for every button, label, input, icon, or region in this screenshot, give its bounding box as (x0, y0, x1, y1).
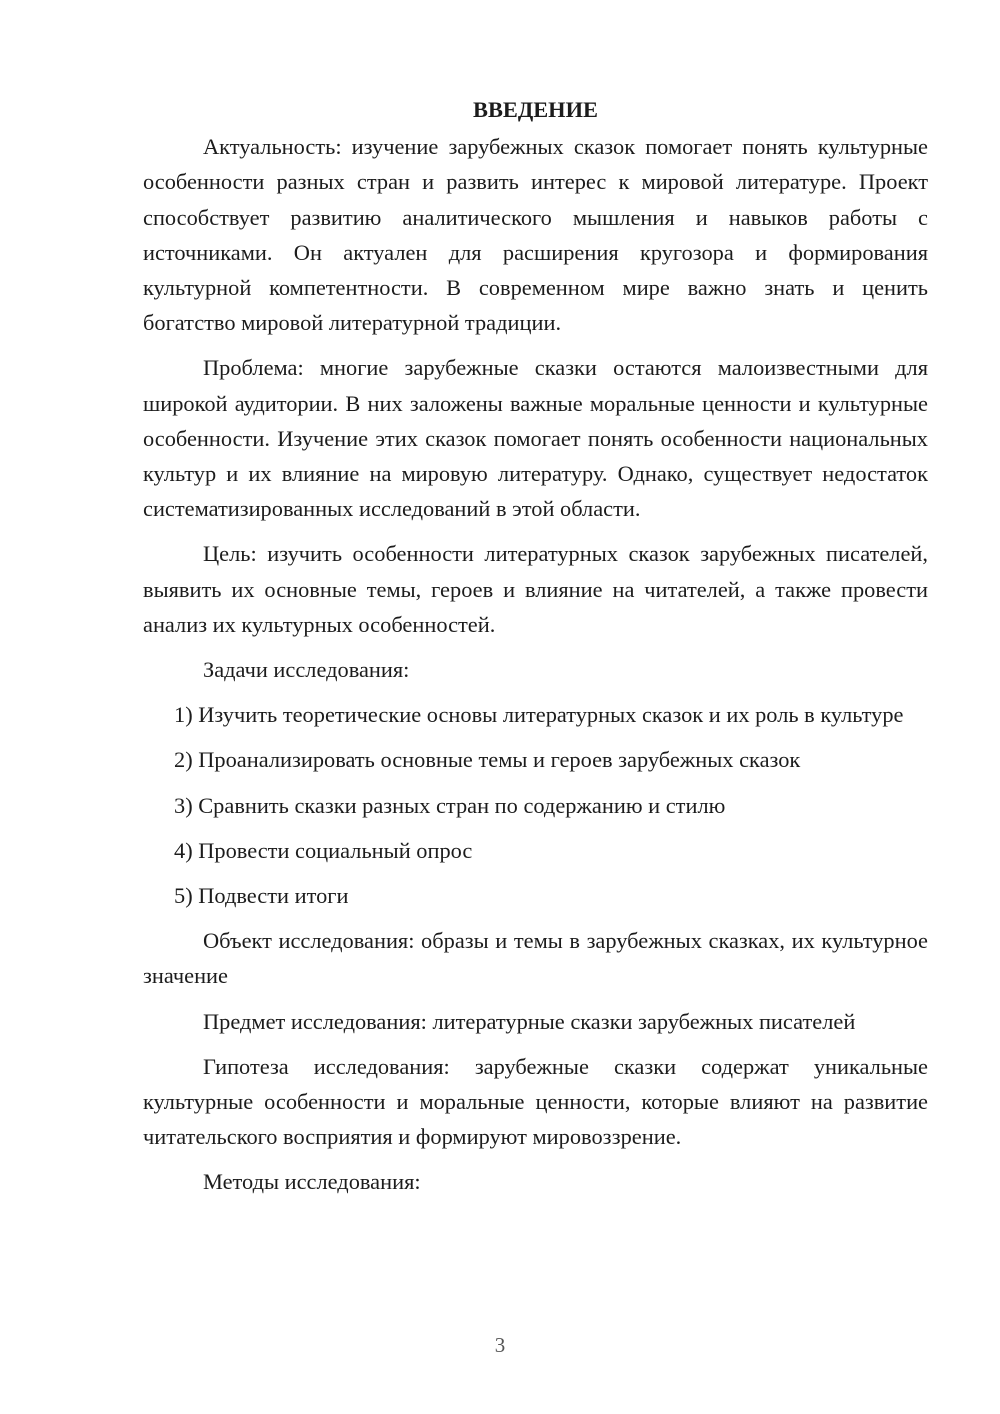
subject-paragraph: Предмет исследования: литературные сказки зарубежных писателей (203, 1008, 856, 1034)
methods-heading: Методы исследования: (203, 1169, 421, 1195)
list-item: 4) Провести социальный опрос (174, 837, 473, 863)
relevance-paragraph: Актуальность: изучение зарубежных сказок помогает понять культурные особенности разных стран и развить интерес к мировой литературе. Проект способствует развитию аналитического мышления и навыков работы с источниками. Он актуален для расширения кругозора и формирования культурной компетентности. В современном мире важно знать и ценить богатство мировой литературной традиции. (143, 134, 928, 336)
list-item: 1) Изучить теоретические основы литературных сказок и их роль в культуре (174, 702, 904, 728)
tasks-list (143, 697, 928, 913)
problem-paragraph: Проблема: многие зарубежные сказки остаются малоизвестными для широкой аудитории. В них заложены важные моральные ценности и культурные особенности. Изучение этих сказок помогает понять особенности национальных культур и их влияние на мировую литературу. Однако, существует недостаток систематизированных исследований в этой области. (143, 355, 928, 522)
list-item: 3) Сравнить сказки разных стран по содержанию и стилю (174, 792, 726, 818)
document-page (143, 92, 928, 1200)
goal-paragraph: Цель: изучить особенности литературных сказок зарубежных писателей, выявить их основные темы, героев и влияние на читателей, а также провести анализ их культурных особенностей. (143, 541, 928, 637)
tasks-heading: Задачи исследования: (203, 657, 410, 683)
section-title: ВВЕДЕНИЕ (473, 97, 598, 122)
list-item: 5) Подвести итоги (174, 883, 349, 909)
hypothesis-paragraph: Гипотеза исследования: зарубежные сказки содержат уникальные культурные особенности и моральные ценности, которые влияют на развитие читательского восприятия и формируют мировоззрение. (143, 1053, 928, 1150)
list-item: 2) Проанализировать основные темы и героев зарубежных сказок (174, 747, 801, 773)
object-paragraph: Объект исследования: образы и темы в зарубежных сказках, их культурное значение (143, 928, 928, 989)
page-number: 3 (494, 1333, 506, 1357)
